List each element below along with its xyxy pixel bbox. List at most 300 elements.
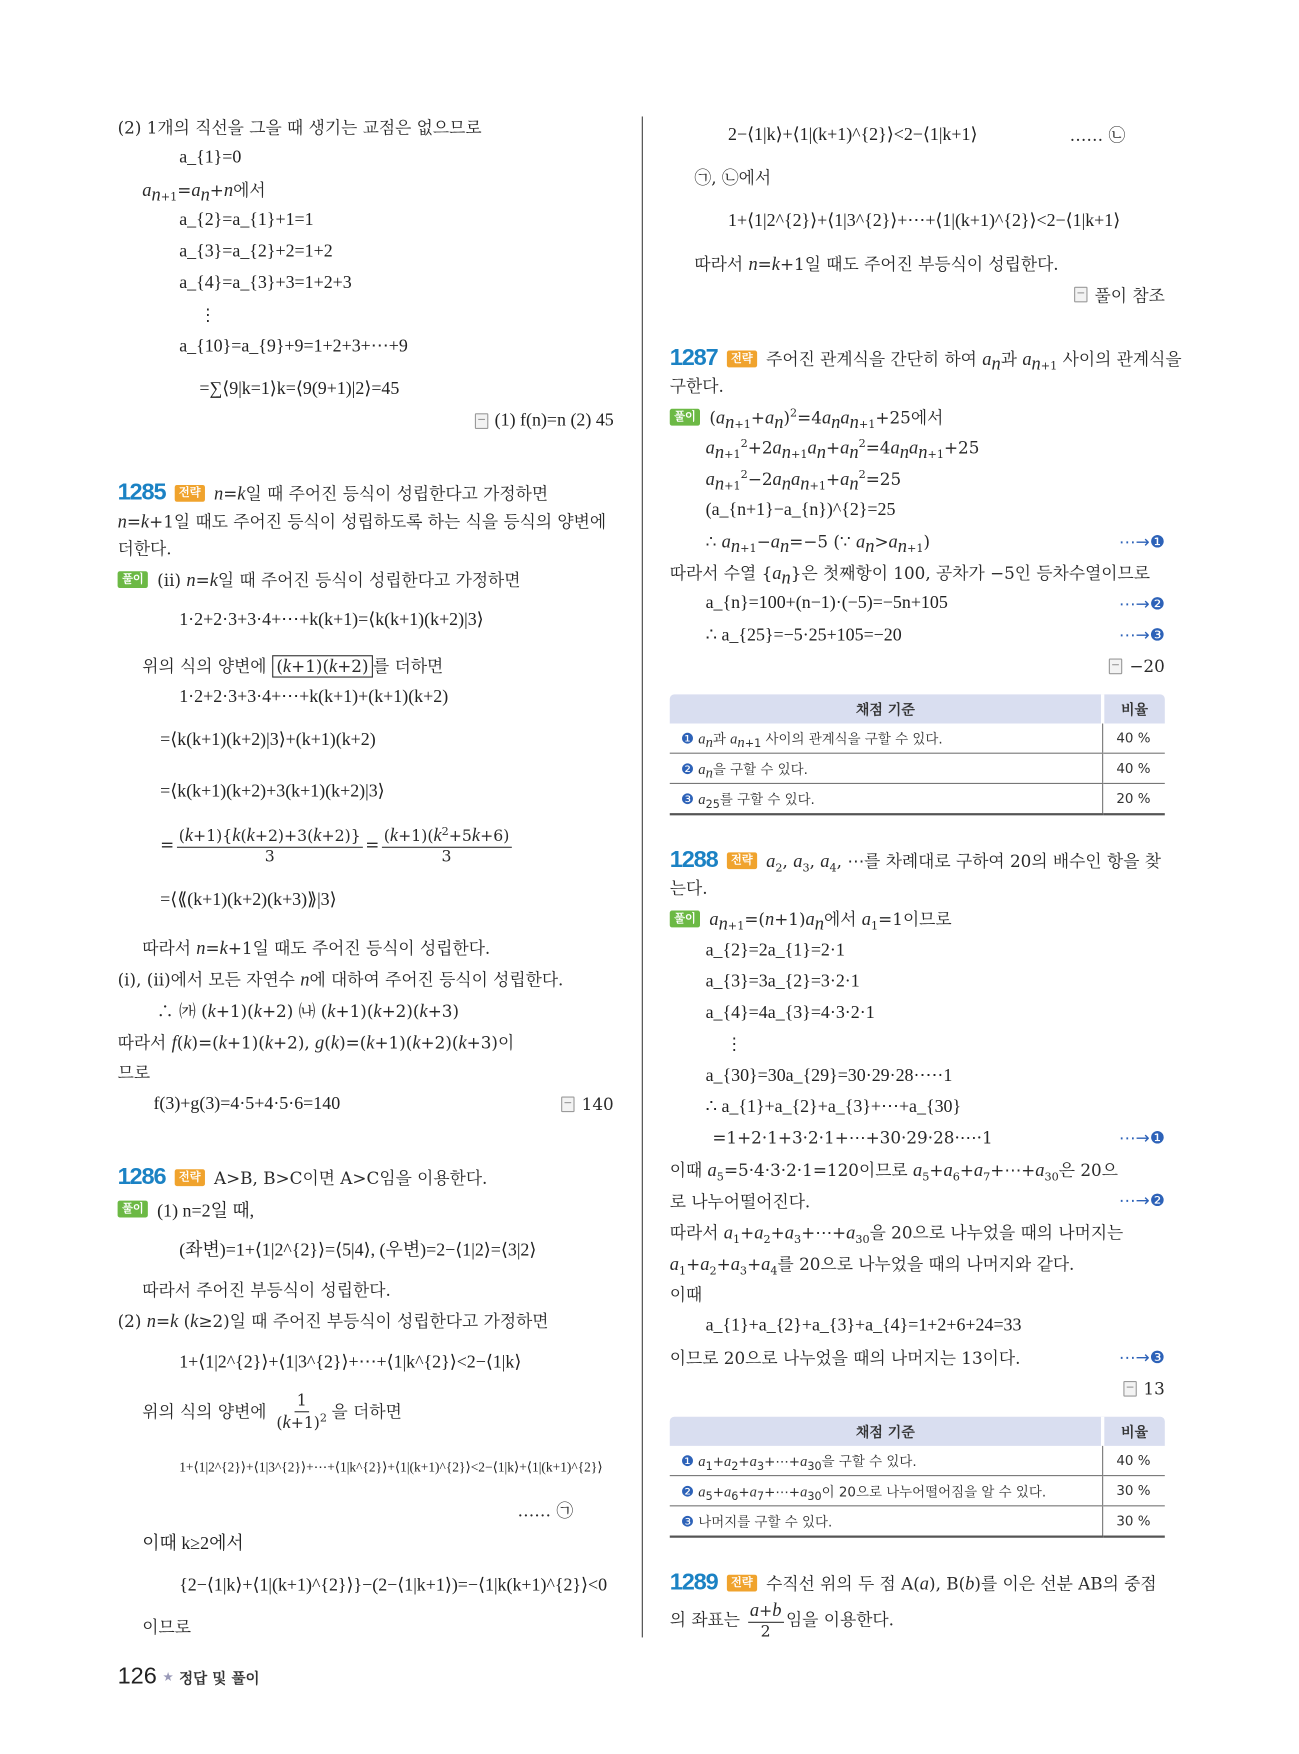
subscript: 1 xyxy=(733,1233,741,1246)
solution-line xyxy=(670,1247,1165,1281)
subscript xyxy=(816,441,826,463)
line-text: 더한다. xyxy=(117,538,172,559)
math-variable: a xyxy=(840,436,850,459)
solution-line xyxy=(118,1055,614,1089)
line-text: a_{4}=a_{3}+3=1+2+3 xyxy=(179,273,352,293)
line-text: a_{10}=a_{9}+9=1+2+3+⋯+9 xyxy=(179,337,408,357)
answer-line xyxy=(670,650,1165,684)
problem-number: 1287 xyxy=(669,344,718,371)
math-variable: n xyxy=(781,472,791,494)
solution-line xyxy=(179,680,614,714)
line-text: 이때 k≥2에서 xyxy=(142,1533,244,1553)
solution-line xyxy=(142,1272,614,1306)
line-text: {2−⟨1|k⟩+⟨1|(k+1)^{2}⟩}−(2−⟨1|k+1⟩)=−⟨1|k(k+1)^{2}⟩<0 xyxy=(179,1575,608,1595)
table-row xyxy=(670,1476,1165,1506)
math-variable: n xyxy=(117,510,127,532)
math-variable: n xyxy=(213,482,224,504)
line-text: 따라서 수열 $\{a_n\}$은 첫째항이 100, 공차가 −5인 등차수열이므로 xyxy=(669,561,1150,588)
step-marker-text: ⋯→❸ xyxy=(1118,624,1165,646)
subscript: 3 xyxy=(739,1265,748,1278)
line-text: $a_{n+1}^2-2a_na_{n+1}+a_n^2=25$ xyxy=(705,468,902,494)
math-variable: a xyxy=(912,1158,923,1180)
solution-line xyxy=(694,160,1164,194)
solution-badge: 풀이 xyxy=(118,1200,149,1217)
step-marker-icon: ❸ xyxy=(680,1513,695,1531)
math-variable: k xyxy=(140,510,150,532)
subscript: n+1 xyxy=(725,410,751,432)
answer xyxy=(1105,650,1165,684)
fraction-denominator: 2 xyxy=(760,1622,771,1641)
solution-line xyxy=(179,1345,614,1379)
table-header-row xyxy=(670,694,1165,723)
math-variable: k xyxy=(373,999,382,1021)
solution-line xyxy=(706,1058,1165,1092)
math-variable: n xyxy=(918,441,928,463)
table-row xyxy=(670,724,1165,754)
subscript: 3 xyxy=(793,1233,802,1246)
solution-line xyxy=(160,883,614,917)
line-text: (a_{n+1}−a_{n})^{2}=25 xyxy=(705,500,896,520)
math-variable: n xyxy=(1031,352,1041,374)
superscript: 2 xyxy=(441,825,449,838)
step-marker xyxy=(1114,1121,1164,1155)
ratio-cell: 20 % xyxy=(1103,783,1165,814)
criteria-cell: ❶ $a_n$과 $a_{n+1}$ 사이의 관계식을 구할 수 있다. xyxy=(670,724,1103,754)
math-variable: a xyxy=(754,1221,764,1243)
line-text: 로 나누어떨어진다. xyxy=(669,1191,811,1212)
math-variable: k xyxy=(264,1030,274,1053)
subscript xyxy=(774,410,784,432)
step-marker-icon: ❶ xyxy=(680,730,695,748)
table-row xyxy=(670,1506,1165,1537)
solution-line xyxy=(694,246,1164,280)
solution-line xyxy=(712,1121,1164,1155)
footer-title: 정답 및 풀이 xyxy=(179,1670,260,1688)
line-text: 구한다. xyxy=(669,375,724,396)
solution-line xyxy=(670,400,1165,434)
math-variable: a xyxy=(791,468,801,490)
line-text: 위의 식의 양변에 $\frac{1}{(k+1)^2}$ 을 더하면 xyxy=(142,1391,402,1432)
superscript: 2 xyxy=(858,469,866,482)
line-text: (좌변)=1+⟨1|2^{2}⟩=⟨5|4⟩, (우변)=2−⟨1|2⟩=⟨3|2⟩ xyxy=(179,1240,537,1260)
subscript xyxy=(781,566,791,588)
answer-icon xyxy=(1109,659,1122,675)
math-variable: k xyxy=(246,823,255,846)
answer-icon xyxy=(1123,1381,1136,1397)
subscript: n+1 xyxy=(781,441,808,463)
subscript: 30 xyxy=(1044,1170,1059,1184)
line-text: =∑⟨9|k=1⟩k=⟨9(9+1)|2⟩=45 xyxy=(199,379,400,399)
solution-line xyxy=(706,463,1165,497)
math-variable: a xyxy=(1022,347,1032,370)
math-variable: n xyxy=(725,410,735,432)
step-marker-text: ⋯→❷ xyxy=(1118,1190,1165,1211)
line-text: =⟨⟪(k+1)(k+2)(k+3)⟫|3⟩ xyxy=(160,890,337,910)
math-variable: n xyxy=(991,352,1001,374)
column-divider xyxy=(642,116,643,1637)
solution-line xyxy=(706,525,1165,559)
criteria-cell: ❸ $a_{25}$를 구할 수 있다. xyxy=(670,783,1103,814)
subscript: 30 xyxy=(855,1233,870,1246)
math-variable: n xyxy=(781,566,791,588)
line-text: a_{n}=100+(n−1)·(−5)=−5n+105 xyxy=(705,593,948,613)
math-variable: k xyxy=(330,1030,340,1053)
math-variable: a xyxy=(723,1452,732,1469)
superscript: 2 xyxy=(740,437,748,451)
subscript: 5 xyxy=(922,1170,930,1184)
math-variable: a xyxy=(723,1482,732,1500)
math-variable: b xyxy=(772,1598,782,1621)
answer-text: 13 xyxy=(1143,1378,1165,1399)
math-variable: f xyxy=(171,1030,177,1053)
solution-line xyxy=(179,1568,614,1602)
fraction-denominator: 3 xyxy=(264,847,275,866)
line-text: 이때 $a_5=5\cdot 4\cdot 3\cdot 2\cdot 1=120$이므로 $a_5+a_6+a_7+\cdots+a_{30}$은 20으 xyxy=(669,1158,1118,1184)
line-text: =⟨k(k+1)(k+2)+3(k+1)(k+2)|3⟩ xyxy=(160,781,385,801)
math-variable: a xyxy=(705,468,715,490)
solution-line xyxy=(118,962,614,996)
math-variable: k xyxy=(471,823,481,846)
solution-line xyxy=(706,494,1165,528)
fraction-numerator: 1 xyxy=(294,1392,308,1412)
subscript xyxy=(200,183,210,205)
math-variable: n xyxy=(714,441,725,463)
math-variable: a xyxy=(982,347,992,370)
subscript: 2 xyxy=(709,1265,717,1278)
subscript: 30 xyxy=(807,1460,822,1473)
criteria-cell: ❷ $a_n$을 구할 수 있다. xyxy=(670,753,1103,783)
line-text: ∴ a_{25}=−5·25+105=−20 xyxy=(705,626,902,646)
subscript: n+1 xyxy=(151,183,178,205)
subscript: n+1 xyxy=(800,472,826,494)
line-text: a_{4}=4a_{3}=4·3·2·1 xyxy=(705,1003,875,1023)
star-icon: ★ xyxy=(162,1670,174,1684)
answer-icon xyxy=(1074,287,1087,303)
fraction xyxy=(382,825,512,866)
subscript xyxy=(781,472,791,494)
solution-line xyxy=(179,204,614,238)
solution-line xyxy=(517,1493,613,1527)
math-variable: a xyxy=(800,1482,808,1500)
solution-line xyxy=(142,1524,614,1558)
subscript: n+1 xyxy=(897,535,924,557)
line-text: 1+⟨1|2^{2}⟩+⟨1|3^{2}⟩+⋯+⟨1|k^{2}⟩<2−⟨1|k⟩ xyxy=(179,1352,522,1372)
fraction-numerator: $(k+1)(k^2+5k+6)$ xyxy=(382,825,512,847)
math-variable: a xyxy=(698,790,706,807)
solution-line xyxy=(160,823,614,866)
math-variable: a xyxy=(749,1452,757,1469)
subscript: 1 xyxy=(871,920,879,933)
math-variable: k xyxy=(313,823,322,846)
page-number: 126 xyxy=(117,1663,157,1689)
math-variable: a xyxy=(707,1158,717,1180)
solution-line xyxy=(706,965,1165,999)
line-text: a_{1}=0 xyxy=(179,147,242,167)
solution-line xyxy=(706,618,1165,652)
solution-line xyxy=(179,603,614,637)
math-variable: a xyxy=(943,1158,953,1180)
subscript: 3 xyxy=(756,1460,765,1473)
superscript: 2 xyxy=(319,1412,328,1425)
strategy-badge: 전략 xyxy=(727,350,758,367)
subscript: 7 xyxy=(756,1490,765,1503)
solution-line xyxy=(118,531,614,565)
math-variable: a xyxy=(700,1252,710,1274)
answer-text: (1) f(n)=n (2) 45 xyxy=(494,411,614,431)
superscript: 2 xyxy=(858,437,866,451)
math-variable: n xyxy=(737,733,745,751)
solution-line xyxy=(670,1277,1165,1311)
math-variable: n xyxy=(146,1309,156,1332)
math-variable: n xyxy=(849,441,859,463)
line-text: $a_{n+1}=a_n+n$에서 xyxy=(142,178,266,205)
subscript: 7 xyxy=(983,1170,991,1184)
math-variable: n xyxy=(816,441,826,463)
math-variable: n xyxy=(865,535,875,557)
line-text: 2−⟨1|k⟩+⟨1|(k+1)^{2}⟩<2−⟨1|k+1⟩ xyxy=(728,125,978,145)
line-text: $(a_{n+1}+a_n)^2=4a_na_{n+1}+25$에서 xyxy=(709,406,944,432)
subscript: n+1 xyxy=(730,535,757,557)
line-text: =1+2·1+3·2·1+⋯+30·29·28·⋯·1 xyxy=(712,1127,993,1148)
ratio-cell: 30 % xyxy=(1103,1506,1165,1537)
math-variable: n xyxy=(730,535,741,557)
math-variable: a xyxy=(764,406,775,428)
line-text: $a_{n+1}=(n+1)a_n$에서 $a_1=1$이므로 xyxy=(709,907,952,934)
math-variable: a xyxy=(730,729,738,747)
boxed-expression: (k+1)(k+2) xyxy=(272,655,373,677)
math-variable: a xyxy=(142,178,152,200)
math-variable: k xyxy=(253,999,262,1021)
solution-line xyxy=(670,1341,1165,1375)
math-variable: a xyxy=(908,436,919,459)
problem-heading xyxy=(670,1566,1165,1600)
solution-line xyxy=(118,562,614,596)
solution-line xyxy=(142,931,614,965)
math-variable: a xyxy=(191,178,201,200)
math-variable: n xyxy=(764,907,775,930)
math-variable: k xyxy=(183,1030,192,1053)
math-variable: a xyxy=(800,1452,808,1469)
line-text: (ⅰ), (ⅱ)에서 모든 자연수 n에 대하여 주어진 등식이 성립한다. xyxy=(117,968,564,990)
solution-line xyxy=(726,1027,1165,1061)
math-variable: n xyxy=(814,912,825,934)
line-text: ∴ $a_{n+1}-a_n=-5$ (∵ $a_n>a_{n+1}$) xyxy=(705,530,931,557)
math-variable: n xyxy=(781,441,791,463)
solution-line xyxy=(179,1231,614,1265)
step-marker-icon: ❸ xyxy=(680,791,695,809)
solution-line xyxy=(142,1609,614,1643)
line-text: 는다. xyxy=(669,877,708,898)
math-variable: a xyxy=(749,1482,757,1500)
math-variable: k xyxy=(458,1030,467,1053)
line-text: 주어진 관계식을 간단히 하여 $a_n$과 $a_{n+1}$ 사이의 관계식을 xyxy=(766,347,1182,374)
subscript xyxy=(814,912,825,934)
line-text: 1+⟨1|2^{2}⟩+⟨1|3^{2}⟩+⋯+⟨1|(k+1)^{2}⟩<2−⟨1|k+1⟩ xyxy=(728,211,1121,231)
solution-line xyxy=(706,1090,1165,1124)
subscript: 6 xyxy=(952,1170,960,1184)
solution-line xyxy=(670,870,1165,904)
line-text: 이때 xyxy=(669,1284,703,1305)
solution-badge: 풀이 xyxy=(670,408,701,425)
math-variable: a xyxy=(766,849,776,871)
line-text: …… ㉡ xyxy=(1069,124,1126,146)
solution-line xyxy=(670,1152,1165,1186)
math-variable: n xyxy=(151,183,161,205)
math-variable: k xyxy=(209,568,218,590)
subscript: 2 xyxy=(775,861,783,875)
criteria-cell: ❷ $a_5+a_6+a_7+\cdots+a_{30}$이 20으로 나누어떨어짐을 알 수 있다. xyxy=(670,1476,1103,1506)
line-text: (1) n=2일 때, xyxy=(157,1201,255,1221)
solution-line xyxy=(179,141,614,175)
ratio-cell: 30 % xyxy=(1103,1476,1165,1506)
strategy-badge: 전략 xyxy=(174,484,205,501)
line-text: $a_1+a_2+a_3+a_4$를 20으로 나누었을 때의 나머지와 같다. xyxy=(669,1252,1075,1278)
superscript: 2 xyxy=(740,469,748,482)
solution-line xyxy=(160,722,614,756)
line-text: 수직선 위의 두 점 A(a), B(b)를 이은 선분 AB의 중점 xyxy=(766,1571,1157,1594)
line-text: ⋮ xyxy=(725,1033,743,1054)
math-variable: k xyxy=(433,823,442,846)
answer-line xyxy=(670,1372,1165,1406)
line-text: 따라서 $a_1+a_2+a_3+\cdots+a_{30}$을 20으로 나누었을 때의 나머지는 xyxy=(669,1221,1124,1246)
solution-line xyxy=(706,1309,1165,1343)
solution-line xyxy=(179,1450,614,1484)
solution-line xyxy=(706,934,1165,968)
line-text: ∴ a_{1}+a_{2}+a_{3}+⋯+a_{30} xyxy=(705,1097,962,1117)
strategy-badge: 전략 xyxy=(727,852,758,869)
solution-line xyxy=(142,172,614,206)
solution-badge: 풀이 xyxy=(670,910,701,927)
math-variable: a xyxy=(721,530,731,553)
math-variable: n xyxy=(748,252,758,274)
line-text: $a_2$, $a_3$, $a_4$, ⋯를 차례대로 구하여 20의 배수인 항을 찾 xyxy=(766,849,1162,875)
answer-line xyxy=(670,278,1165,312)
subscript: 4 xyxy=(829,861,837,875)
solution-line xyxy=(118,1192,614,1226)
math-variable: k xyxy=(218,1030,227,1053)
math-variable: k xyxy=(771,252,780,274)
math-variable: a xyxy=(698,729,706,747)
solution-line xyxy=(706,997,1165,1031)
problem-number: 1286 xyxy=(117,1163,166,1190)
solution-line xyxy=(728,204,1165,238)
step-marker xyxy=(1114,1341,1164,1375)
subscript: n+1 xyxy=(849,410,876,432)
solution-line xyxy=(157,993,614,1027)
line-text: 이므로 20으로 나누었을 때의 나머지는 13이다. xyxy=(669,1347,1021,1369)
math-variable: k xyxy=(190,1309,199,1332)
solution-line xyxy=(118,1304,614,1338)
criteria-header: 채점 기준 xyxy=(670,694,1103,723)
fraction xyxy=(176,825,362,866)
math-variable: k xyxy=(184,823,194,846)
solution-line xyxy=(199,298,613,332)
table-row xyxy=(670,753,1165,783)
solution-line xyxy=(142,1391,614,1432)
ratio-cell: 40 % xyxy=(1103,1446,1165,1476)
math-variable: g xyxy=(315,1030,325,1053)
math-variable: a xyxy=(807,436,817,459)
subscript: 2 xyxy=(763,1233,771,1246)
math-variable: n xyxy=(849,472,859,494)
solution-line xyxy=(179,329,614,363)
subscript: n+1 xyxy=(714,472,741,494)
solution-line xyxy=(118,110,614,144)
math-variable: n xyxy=(897,535,908,557)
subscript: 4 xyxy=(770,1265,778,1278)
math-variable: k xyxy=(282,1410,291,1432)
line-text: n=k+1일 때도 주어진 등식이 성립하도록 하는 식을 등식의 양변에 xyxy=(117,510,607,532)
fraction-numerator: (k+1){k(k+2)+3(k+2)} xyxy=(176,825,362,847)
answer xyxy=(1119,1372,1165,1406)
math-variable: a xyxy=(761,1252,771,1274)
subscript xyxy=(865,535,875,557)
solution-line xyxy=(179,267,614,301)
subscript xyxy=(705,733,713,751)
math-variable: a xyxy=(846,1221,856,1243)
math-variable: k xyxy=(327,999,336,1021)
solution-line xyxy=(160,774,614,808)
math-variable: a xyxy=(698,1482,706,1500)
solution-badge: 풀이 xyxy=(118,571,149,588)
math-variable: a xyxy=(855,530,866,553)
math-variable: a xyxy=(669,1252,679,1274)
math-variable: a xyxy=(772,561,782,583)
solution-line xyxy=(706,431,1165,465)
line-text: 이므로 xyxy=(142,1616,191,1637)
line-text: = $\frac{(k+1)\{k(k+2)+3(k+2)\}}{3}$ = $\frac{(k+1)(k^2+5k+6)}{3}$ xyxy=(160,825,514,866)
line-text: a_{30}=30a_{29}=30·29·28·⋯·1 xyxy=(705,1066,953,1086)
step-marker-text: ⋯→❸ xyxy=(1118,1347,1165,1368)
grading-criteria-table-1287 xyxy=(670,694,1165,815)
grading-criteria-table-1288 xyxy=(670,1417,1165,1538)
solution-line xyxy=(179,235,614,269)
math-variable: a xyxy=(772,468,782,490)
subscript: 1 xyxy=(679,1265,687,1278)
subscript: n+1 xyxy=(714,441,741,463)
line-text: a_{3}=a_{2}+2=1+2 xyxy=(179,241,333,261)
solution-line xyxy=(199,372,613,406)
fraction xyxy=(748,1600,784,1641)
solution-line xyxy=(1070,118,1165,152)
line-text: 위의 식의 양변에 (k+1)(k+2) 를 더하면 xyxy=(142,654,444,676)
math-variable: n xyxy=(705,763,713,781)
step-marker-text: ⋯→❶ xyxy=(1118,532,1165,553)
ratio-header: 비율 xyxy=(1103,694,1165,723)
step-marker-icon: ❷ xyxy=(680,761,695,778)
math-variable: a xyxy=(698,1452,706,1469)
ratio-cell: 40 % xyxy=(1103,753,1165,783)
math-variable: n xyxy=(800,472,810,494)
math-variable: a xyxy=(888,530,898,553)
criteria-cell: ❸ 나머지를 구할 수 있다. xyxy=(670,1506,1103,1537)
answer-icon xyxy=(475,413,488,429)
line-text: …… ㉠ xyxy=(517,1500,574,1521)
math-variable: a xyxy=(772,436,782,459)
math-variable: a xyxy=(723,1221,734,1243)
line-text: ㉠, ㉡에서 xyxy=(694,167,772,188)
answer-text: −20 xyxy=(1129,656,1165,677)
subscript: n+1 xyxy=(1031,352,1058,374)
subscript: 1 xyxy=(705,1460,713,1473)
answer-icon xyxy=(562,1096,575,1112)
math-variable: n xyxy=(223,178,234,200)
table-row xyxy=(670,783,1165,814)
ratio-cell: 40 % xyxy=(1103,724,1165,754)
math-variable: a xyxy=(973,1158,984,1180)
math-variable: k xyxy=(366,1030,375,1053)
solution-line xyxy=(670,556,1165,590)
